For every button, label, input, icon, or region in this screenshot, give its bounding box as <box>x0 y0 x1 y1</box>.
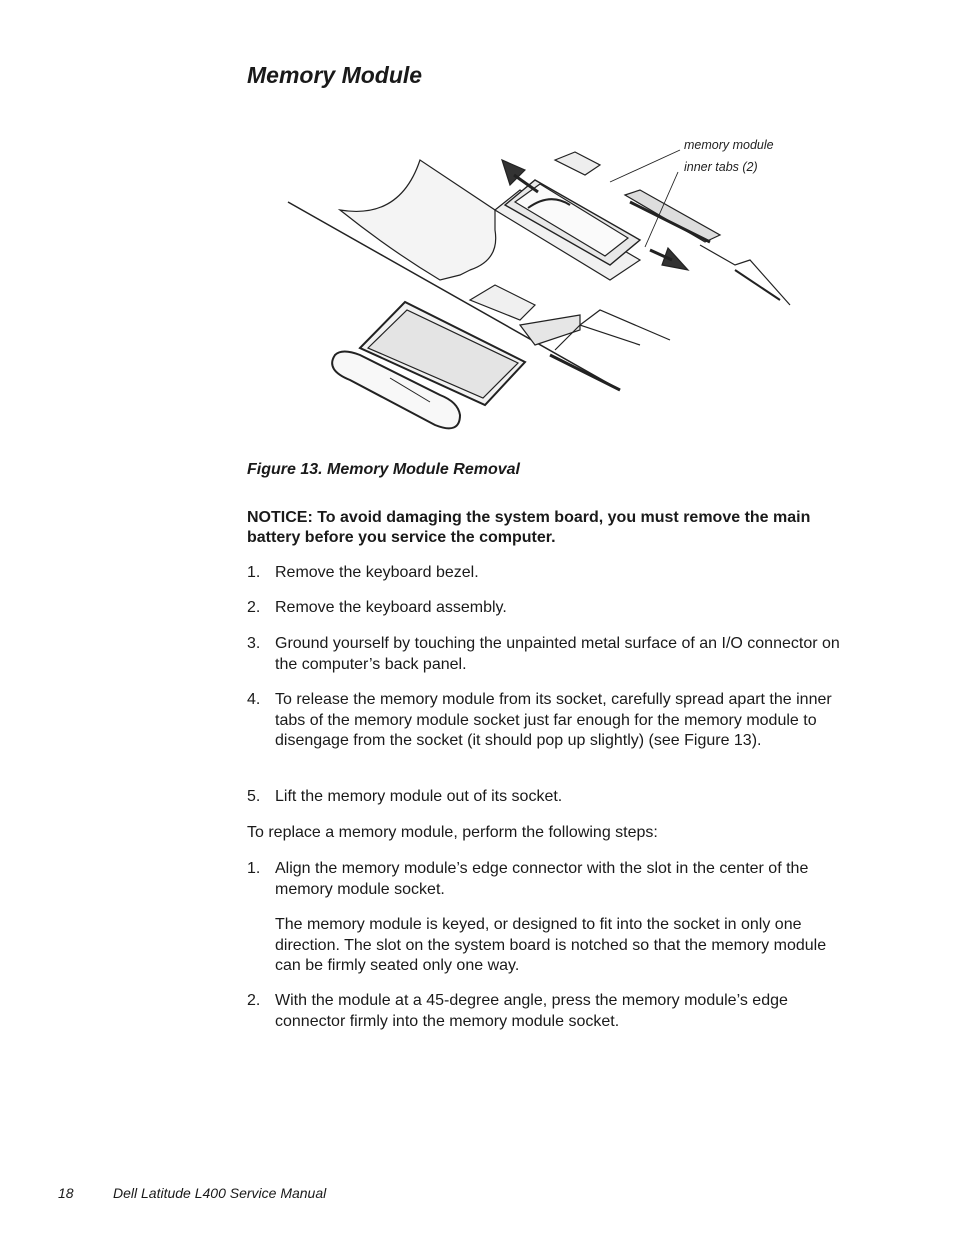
step-number: 4. <box>247 691 261 708</box>
memory-module-illustration <box>280 130 800 440</box>
figure-caption: Figure 13. Memory Module Removal <box>247 461 520 478</box>
step-text: Remove the keyboard assembly. <box>275 599 507 616</box>
page-number: 18 <box>58 1185 74 1201</box>
step-number: 5. <box>247 788 261 805</box>
step-number: 1. <box>247 860 261 877</box>
step-text: Remove the keyboard bezel. <box>275 564 479 581</box>
memory-module-callout: memory module <box>684 138 774 152</box>
manual-title: Dell Latitude L400 Service Manual <box>113 1185 327 1201</box>
step-note: The memory module is keyed, or designed to fit into the socket in only one direction. The slot on the system board is notched so that the memory module can be firmly seated only one way. <box>275 916 827 974</box>
step-number: 2. <box>247 599 261 616</box>
memory-module-figure <box>280 130 800 440</box>
step-text: With the module at a 45-degree angle, press the memory module’s edge connector firmly into the memory module socket. <box>275 992 788 1030</box>
inner-tabs-callout: inner tabs (2) <box>684 160 758 174</box>
step-number: 2. <box>247 992 261 1009</box>
step-text: Align the memory module’s edge connector with the slot in the center of the memory module socket. <box>275 860 809 898</box>
step-number: 1. <box>247 564 261 581</box>
page-title: Memory Module <box>247 62 423 88</box>
step-text: Lift the memory module out of its socket. <box>275 788 563 805</box>
step-text: To release the memory module from its socket, carefully spread apart the inner tabs of the memory module socket just far enough for the memory module to disengage from the socket (it should pop up slightly) (see Figure 13). <box>275 691 832 749</box>
notice-text: NOTICE: To avoid damaging the system board, you must remove the main battery before you service the computer. <box>247 509 811 546</box>
step-text: Ground yourself by touching the unpainted metal surface of an I/O connector on the computer’s back panel. <box>275 635 840 673</box>
replace-intro: To replace a memory module, perform the following steps: <box>247 824 658 841</box>
step-number: 3. <box>247 635 261 652</box>
